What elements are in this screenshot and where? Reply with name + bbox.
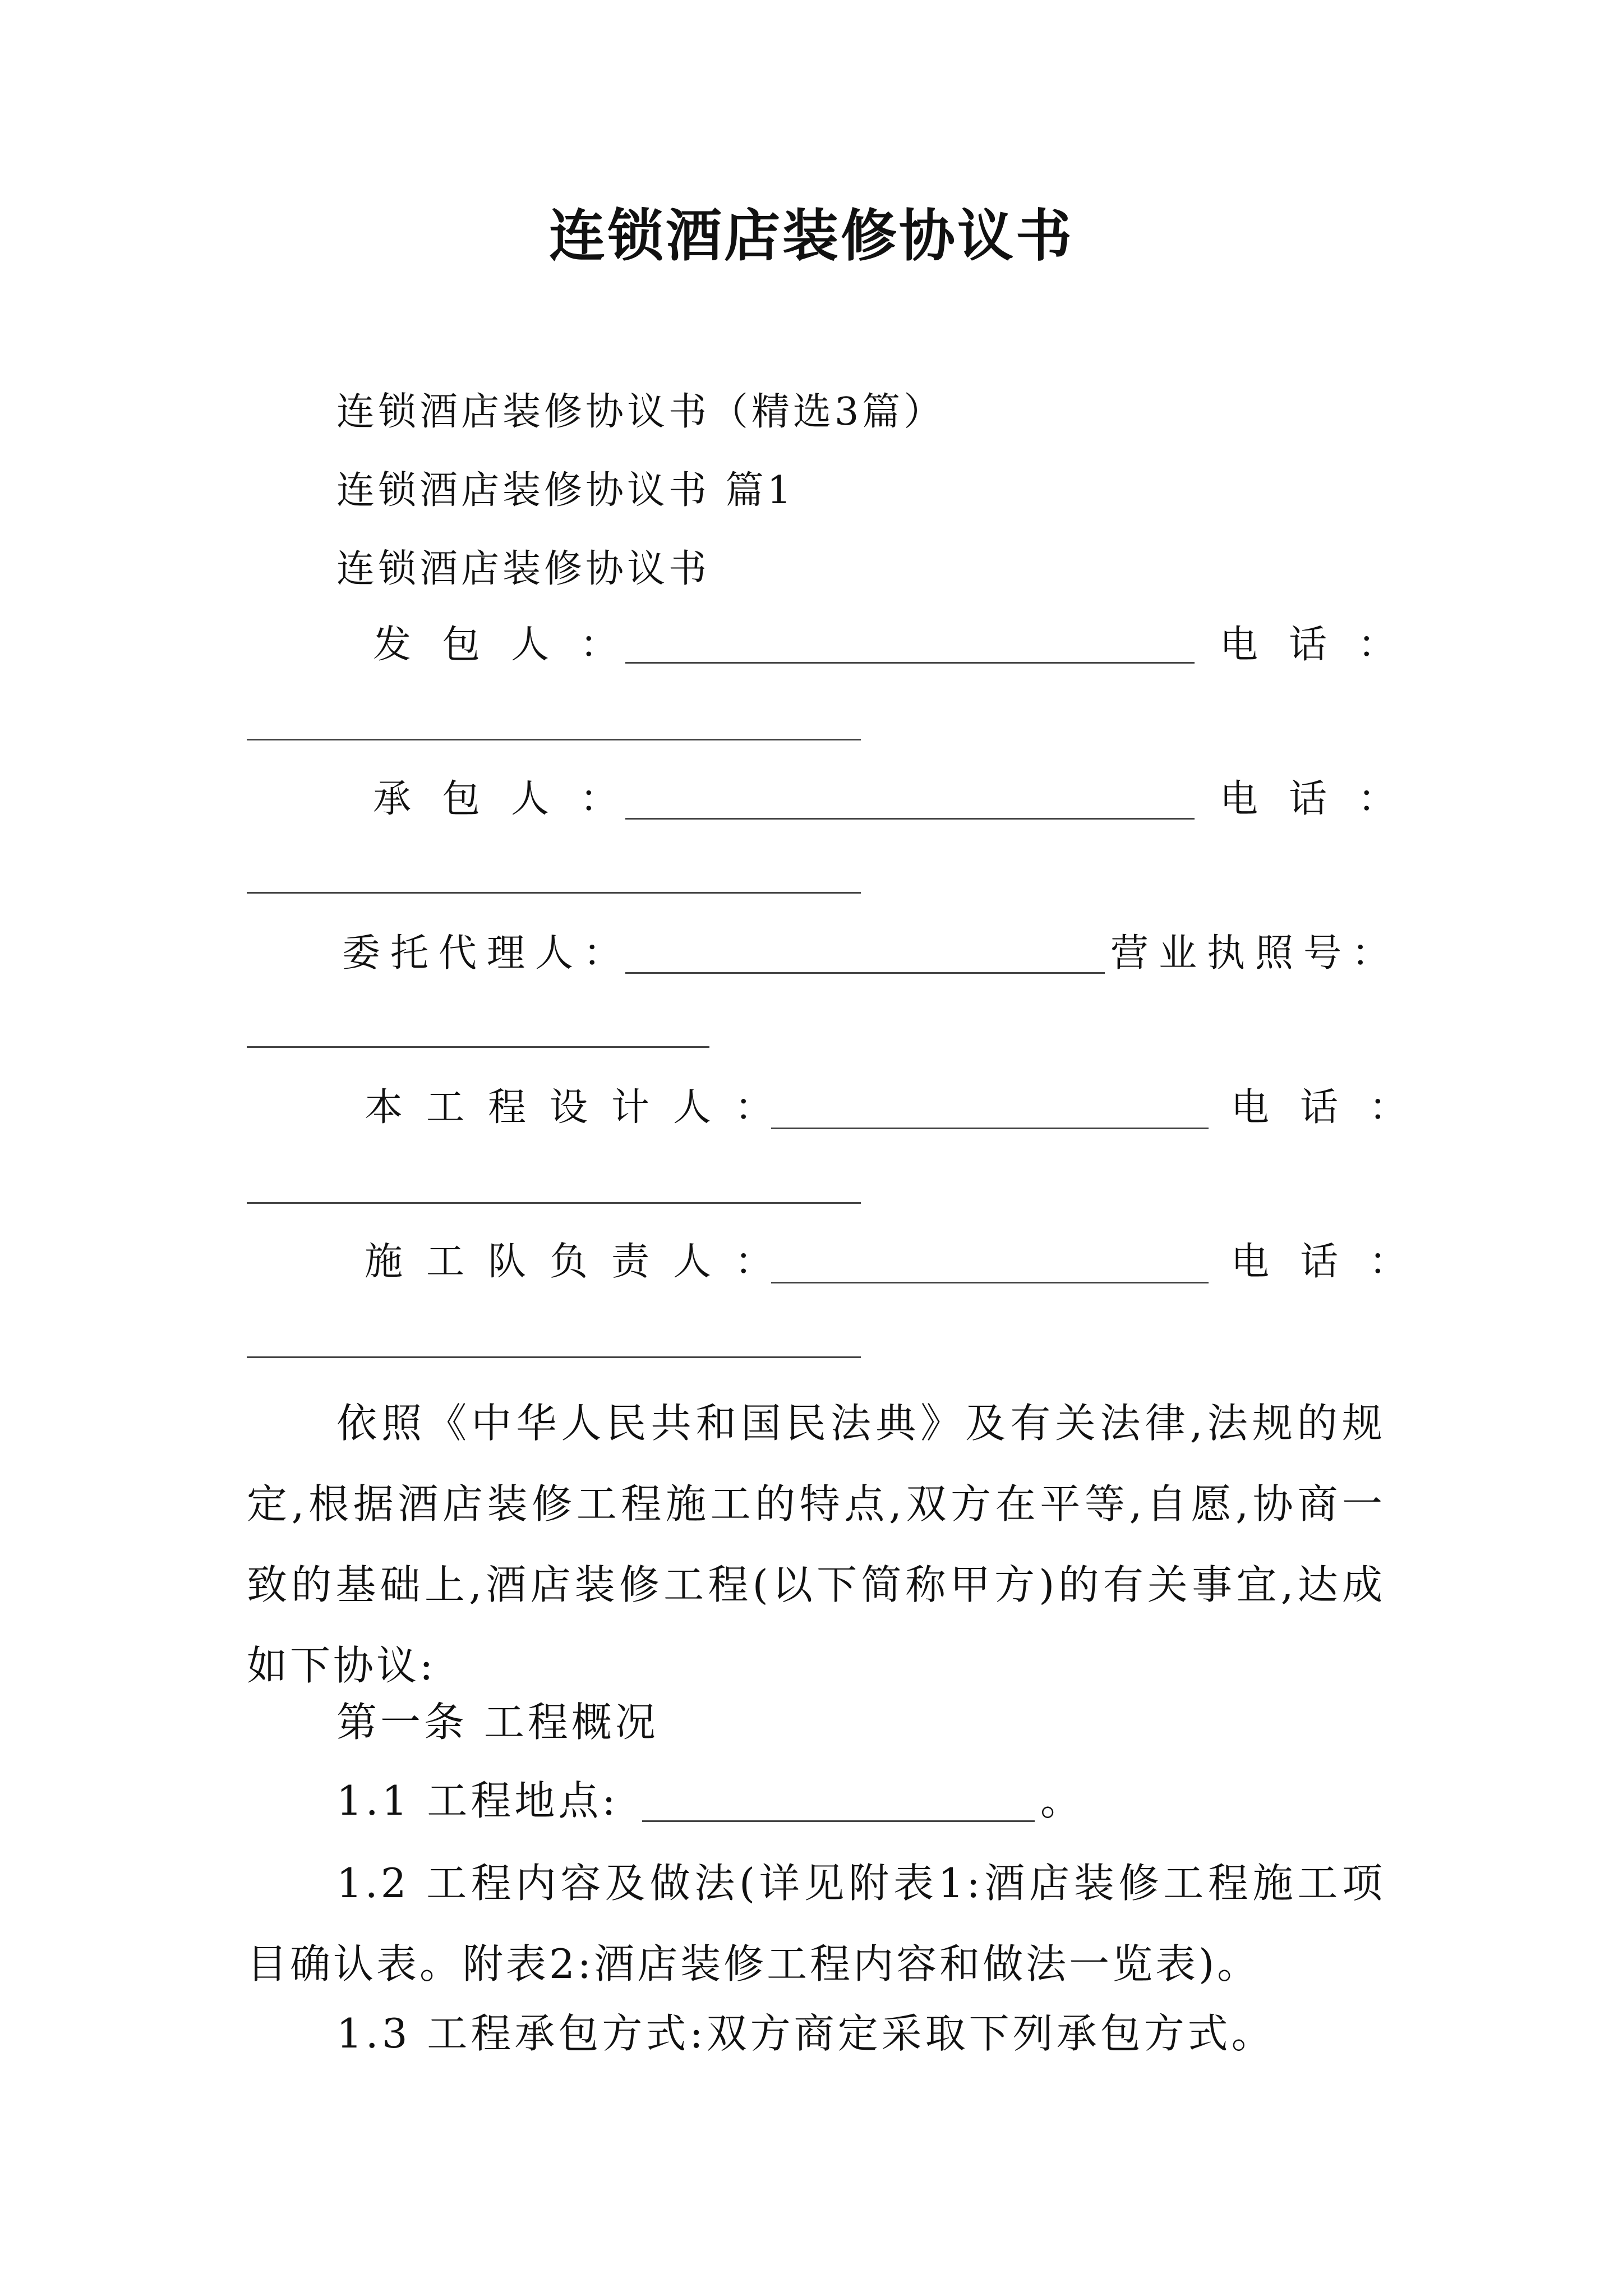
party-contractor-blank <box>625 818 1195 820</box>
party-contractor-phone-label: 电话： <box>1220 777 1427 821</box>
party-foreman-blank <box>771 1282 1209 1283</box>
article-1-heading: 第一条 工程概况 <box>336 1699 659 1746</box>
party-designer-label: 本工程设计人： <box>365 1085 797 1130</box>
party-contractor-phone-blank <box>247 892 861 894</box>
party-designer-phone-label: 电话： <box>1231 1085 1438 1130</box>
party-client-phone-blank <box>247 739 861 740</box>
party-foreman-phone-label: 电话： <box>1231 1240 1438 1284</box>
item-1-1-blank <box>642 1820 1035 1822</box>
party-designer-phone-blank <box>247 1202 861 1204</box>
subtitle-heading: 连锁酒店装修协议书 <box>336 547 711 591</box>
party-designer-blank <box>771 1128 1209 1129</box>
item-1-3: 1.3 工程承包方式:双方商定采取下列承包方式。 <box>336 2010 1275 2057</box>
party-foreman-phone-blank <box>247 1356 861 1358</box>
item-1-1-end: 。 <box>1040 1777 1085 1824</box>
party-client-phone-label: 电话： <box>1220 623 1427 667</box>
party-agent-label: 委托代理人： <box>342 931 632 976</box>
party-license-label: 营业执照号： <box>1110 931 1400 976</box>
party-license-blank <box>247 1046 709 1048</box>
subtitle-selected: 连锁酒店装修协议书（精选3篇） <box>336 390 946 434</box>
party-contractor-label: 承包人： <box>373 777 649 821</box>
item-1-1-label: 1.1 工程地点: <box>336 1777 619 1824</box>
subtitle-part1: 连锁酒店装修协议书 篇1 <box>336 468 795 513</box>
party-foreman-label: 施工队负责人： <box>365 1240 797 1284</box>
intro-paragraph: 依照《中华人民共和国民法典》及有关法律,法规的规定,根据酒店装修工程施工的特点,双方在平等,自愿,协商一致的基础上,酒店装修工程(以下简称甲方)的有关事宜,达成如下协议: <box>247 1400 1385 1689</box>
document-title: 连锁酒店装修协议书 <box>549 203 1074 269</box>
party-client-blank <box>625 662 1195 664</box>
party-agent-blank <box>625 972 1105 974</box>
item-1-2: 1.2 工程内容及做法(详见附表1:酒店装修工程施工项目确认表。附表2:酒店装修工程内容和做法一览表)。 <box>247 1860 1385 1987</box>
party-client-label: 发包人： <box>373 623 649 667</box>
